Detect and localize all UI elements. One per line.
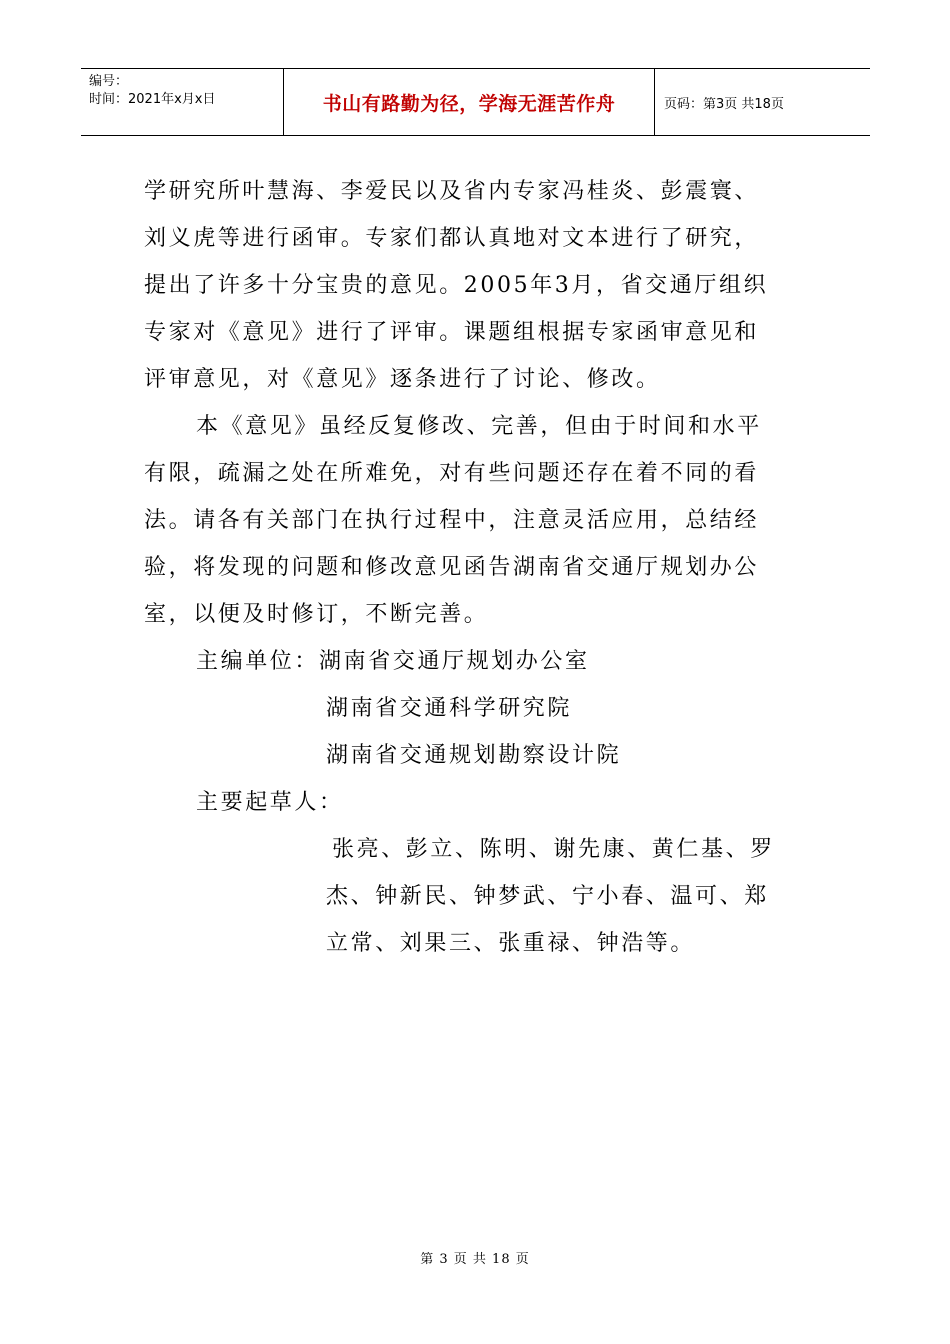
page-footer: 第 3 页 共 18 页 — [420, 1252, 530, 1267]
header-meta — [81, 69, 284, 135]
editor-unit-line: 湖南省交通规划勘察设计院 — [326, 743, 622, 768]
page-header — [81, 68, 870, 136]
document-time: 时间：2021年x月x日 — [89, 92, 216, 107]
editor-unit-line: 主编单位：湖南省交通厅规划办公室 — [196, 649, 590, 674]
drafters-line: 杰、钟新民、钟梦武、宁小春、温可、郑 — [326, 884, 769, 909]
paragraph-line: 评审意见，对《意见》逐条进行了讨论、修改。 — [144, 367, 661, 392]
paragraph-line: 验，将发现的问题和修改意见函告湖南省交通厅规划办公 — [144, 555, 760, 580]
drafters-line: 张亮、彭立、陈明、谢先康、黄仁基、罗 — [332, 837, 775, 862]
paragraph-line: 室，以便及时修订，不断完善。 — [144, 602, 489, 627]
header-page-info: 页码：第3页 共18页 — [664, 96, 784, 112]
paragraph-line: 法。请各有关部门在执行过程中，注意灵活应用，总结经 — [144, 508, 760, 533]
paragraph-line: 有限，疏漏之处在所难免，对有些问题还存在着不同的看 — [144, 461, 760, 486]
paragraph-line: 提出了许多十分宝贵的意见。2005年3月，省交通厅组织 — [144, 273, 769, 298]
drafters-label: 主要起草人： — [196, 790, 344, 815]
paragraph-line: 学研究所叶慧海、李爱民以及省内专家冯桂炎、彭震寰、 — [144, 179, 760, 204]
paragraph-line: 刘义虎等进行函审。专家们都认真地对文本进行了研究， — [144, 226, 760, 251]
paragraph-line: 本《意见》虽经反复修改、完善，但由于时间和水平 — [196, 414, 762, 439]
document-number-label: 编号： — [89, 74, 129, 89]
paragraph-line: 专家对《意见》进行了评审。课题组根据专家函审意见和 — [144, 320, 760, 345]
drafters-line: 立常、刘果三、张重禄、钟浩等。 — [326, 931, 696, 956]
editor-unit-line: 湖南省交通科学研究院 — [326, 696, 573, 721]
header-motto: 书山有路勤为径，学海无涯苦作舟 — [284, 69, 655, 135]
document-body — [144, 168, 808, 967]
